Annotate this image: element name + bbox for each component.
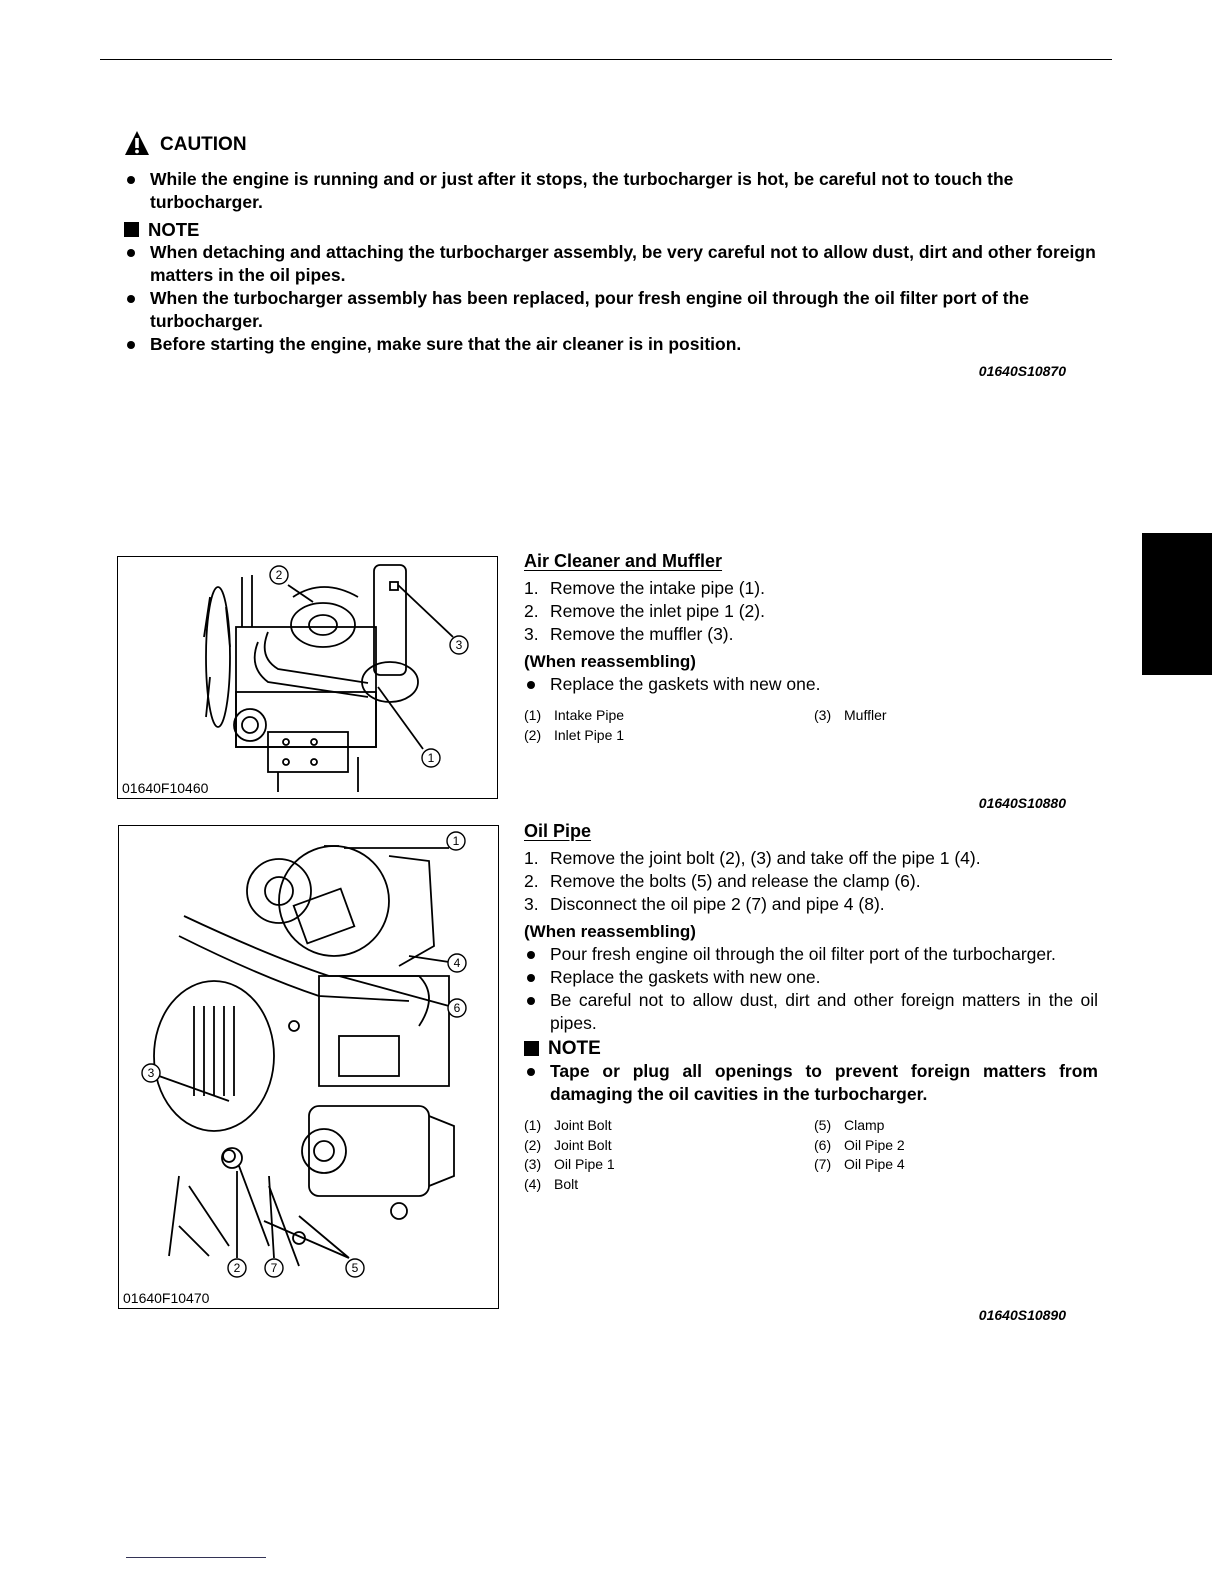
doc-code: 01640S10870 (978, 363, 1066, 379)
step-item: 3. Remove the muffler (3). (524, 624, 734, 644)
caution-list (124, 168, 1096, 214)
section-tab (1142, 533, 1212, 675)
legend-item: (1) Joint Bolt (524, 1117, 612, 1133)
caution-heading (124, 130, 247, 156)
steps-list (524, 847, 1098, 916)
callout-1: 1 (452, 834, 460, 848)
step-item: 1. Remove the intake pipe (1). (524, 578, 765, 598)
callout-6: 6 (453, 1001, 461, 1015)
note-title: NOTE (548, 1038, 601, 1059)
callout-7: 7 (270, 1261, 278, 1275)
figure-air-cleaner (117, 556, 498, 799)
reassembling-item: Pour fresh engine oil through the oil filter port of the turbocharger. (524, 943, 1098, 966)
note-heading (124, 218, 1096, 241)
section-title: Air Cleaner and Muffler (524, 551, 723, 571)
step-item: 1. Remove the joint bolt (2), (3) and take off the pipe 1 (4). (524, 848, 981, 868)
callout-2: 2 (275, 568, 283, 582)
parts-legend (524, 706, 1098, 745)
note-square-icon (524, 1041, 539, 1056)
legend-item: (7) Oil Pipe 4 (814, 1156, 905, 1172)
caution-item: While the engine is running and or just after it stops, the turbocharger is hot, be careful not to touch the turbocharger. (124, 168, 1096, 214)
header-rule (100, 59, 1112, 60)
steps-list (524, 577, 1098, 646)
callout-3: 3 (455, 638, 463, 652)
reassembling-list (524, 943, 1098, 1035)
legend-item: (3) Oil Pipe 1 (524, 1156, 615, 1172)
callout-2: 2 (233, 1261, 241, 1275)
reassembling-title: (When reassembling) (524, 652, 696, 671)
warning-icon (124, 130, 150, 156)
legend-item: (5) Clamp (814, 1117, 885, 1133)
reassembling-title: (When reassembling) (524, 922, 696, 941)
reassembling-item: Replace the gaskets with new one. (524, 673, 1098, 696)
note-square-icon (124, 222, 139, 237)
step-item: 2. Remove the inlet pipe 1 (2). (524, 601, 765, 621)
legend-item: (1) Intake Pipe (524, 707, 625, 723)
section-air-cleaner (524, 550, 1098, 745)
callout-4: 4 (453, 956, 461, 970)
legend-item: (3) Muffler (814, 707, 887, 723)
note-item: When detaching and attaching the turbocharger assembly, be very careful not to allow dust, dirt and other foreign matters in the oil pipes. (124, 241, 1096, 287)
reassembling-list (524, 673, 1098, 696)
caution-note-block (124, 168, 1096, 356)
reassembling-item: Be careful not to allow dust, dirt and other foreign matters in the oil pipes. (524, 989, 1098, 1035)
figure-caption: 01640F10470 (123, 1290, 210, 1306)
callout-5: 5 (351, 1261, 359, 1275)
engine-illustration (118, 557, 497, 798)
section-oil-pipe (524, 820, 1098, 1194)
reassembling-item: Replace the gaskets with new one. (524, 966, 1098, 989)
figure-oil-pipe (118, 825, 499, 1309)
step-item: 2. Remove the bolts (5) and release the clamp (6). (524, 871, 921, 891)
callout-1: 1 (427, 751, 435, 765)
doc-code: 01640S10880 (978, 795, 1066, 811)
doc-code: 01640S10890 (978, 1307, 1066, 1323)
legend-item: (6) Oil Pipe 2 (814, 1136, 905, 1153)
note-title: NOTE (148, 219, 200, 240)
legend-item: (2) Inlet Pipe 1 (524, 726, 625, 743)
turbo-oil-pipe-illustration (119, 826, 498, 1308)
callout-3: 3 (147, 1066, 155, 1080)
note-item: Tape or plug all openings to prevent foreign matters from damaging the oil cavities in the turbocharger. (524, 1060, 1098, 1106)
footer-rule (126, 1557, 266, 1558)
legend-item: (4) Bolt (524, 1175, 579, 1192)
step-item: 3. Disconnect the oil pipe 2 (7) and pipe 4 (8). (524, 894, 885, 914)
figure-caption: 01640F10460 (122, 780, 209, 796)
note-item: Before starting the engine, make sure that the air cleaner is in position. (124, 333, 1096, 356)
note-list (524, 1060, 1098, 1106)
note-list (124, 241, 1096, 356)
note-item: When the turbocharger assembly has been replaced, pour fresh engine oil through the oil filter port of the turbocharger. (124, 287, 1096, 333)
caution-title: CAUTION (160, 134, 247, 155)
note-heading (524, 1037, 1098, 1060)
section-title: Oil Pipe (524, 821, 592, 841)
legend-item: (2) Joint Bolt (524, 1136, 612, 1153)
parts-legend (524, 1116, 1098, 1194)
